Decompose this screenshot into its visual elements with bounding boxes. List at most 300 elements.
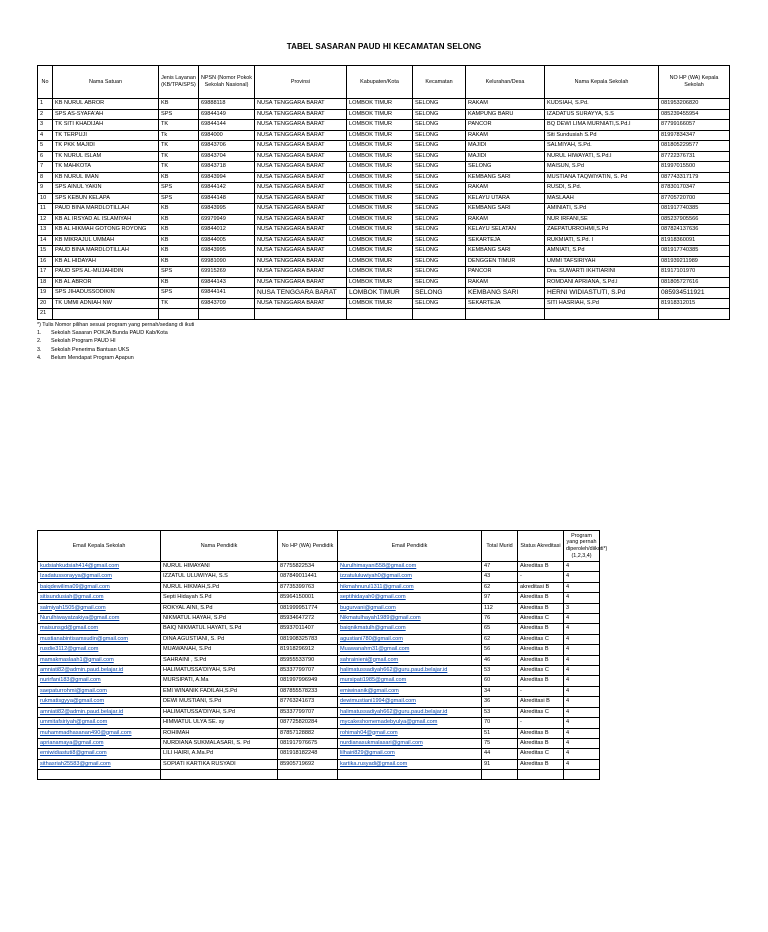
table-cell: 4 xyxy=(564,718,600,728)
email-link[interactable]: Nurulhimayani558@gmail.com xyxy=(338,562,482,572)
table-row xyxy=(38,298,730,309)
table-row xyxy=(38,204,730,215)
table-cell: akreditasi B xyxy=(518,582,564,592)
table-row xyxy=(38,267,730,278)
note-text: Belum Mendapat Program Apapun xyxy=(51,354,134,361)
table-cell: 4 xyxy=(564,562,600,572)
table-cell: PAUD BINA MARDLOTILLAH xyxy=(53,246,159,257)
table-cell: 91 xyxy=(482,759,518,769)
table-cell: SELONG xyxy=(413,246,466,257)
table-cell: 69844012 xyxy=(199,225,255,236)
table-cell: SPS xyxy=(159,288,199,299)
table-cell: 4 xyxy=(564,697,600,707)
table-cell: KEMBANG SARI xyxy=(466,288,545,299)
table-cell: KB NURUL ABROR xyxy=(53,99,159,110)
table-cell: KB xyxy=(159,246,199,257)
email-link[interactable]: rusdie3112@gmail.com xyxy=(38,645,161,655)
table-cell: 087743317179 xyxy=(659,172,730,183)
table-cell: 7 xyxy=(38,162,53,173)
table-cell: 4 xyxy=(564,634,600,644)
table-row xyxy=(38,277,730,288)
table-cell: LOMBOK TIMUR xyxy=(347,193,413,204)
table-cell: 87857128882 xyxy=(278,728,338,738)
table-cell: TK SITI KHADIJAH xyxy=(53,120,159,131)
table-cell: 69979949 xyxy=(199,214,255,225)
table-cell: 2 xyxy=(38,109,53,120)
email-link[interactable]: nurdianasukmalasari@gmail.com xyxy=(338,738,482,748)
email-link[interactable]: mursipati1985@gmail.com xyxy=(338,676,482,686)
table-cell: 8 xyxy=(38,172,53,183)
table-cell: Akreditas B xyxy=(518,676,564,686)
email-link[interactable]: maisunsgd@gmail.com xyxy=(38,624,161,634)
table-cell: 76 xyxy=(482,614,518,624)
table-cell xyxy=(255,309,347,320)
table-cell: SAHRAINI , S.Pd xyxy=(161,655,278,665)
email-link[interactable]: erniwidiastuti8@gmail.com xyxy=(38,749,161,759)
table-cell: 4 xyxy=(564,759,600,769)
table-cell: LOMBOK TIMUR xyxy=(347,225,413,236)
table-cell: SPS xyxy=(159,183,199,194)
table-row xyxy=(38,162,730,173)
note-number: 3. xyxy=(37,346,42,353)
table-cell xyxy=(347,309,413,320)
table-cell: SELONG xyxy=(413,141,466,152)
table-cell: 112 xyxy=(482,603,518,613)
email-link[interactable]: rohimah04@gmail.com xyxy=(338,728,482,738)
table-cell: NURUL HIKMAH,S.Pd xyxy=(161,582,278,592)
table-cell: NURUL HIWAYATI, S.Pd.I xyxy=(545,151,659,162)
table-row xyxy=(38,130,730,141)
column-header: Nama Pendidik xyxy=(161,531,278,562)
table-cell: 69843995 xyxy=(199,204,255,215)
table-row xyxy=(38,120,730,131)
table-cell: SELONG xyxy=(413,109,466,120)
table-row xyxy=(38,676,600,686)
table-cell: 81918296912 xyxy=(278,645,338,655)
table-cell: Siti Sundusiah S.Pd xyxy=(545,130,659,141)
table-cell: 85934647272 xyxy=(278,614,338,624)
table-cell: NUSA TENGGARA BARAT xyxy=(255,151,347,162)
table-cell: 15 xyxy=(38,246,53,257)
table-cell: SELONG xyxy=(413,172,466,183)
table-cell: 087725820284 xyxy=(278,718,338,728)
table-cell xyxy=(38,770,161,780)
table-cell: LOMBOK TIMUR xyxy=(347,256,413,267)
email-link[interactable]: baiqdewilima09@gmail.com xyxy=(38,582,161,592)
table-cell: SELONG xyxy=(413,162,466,173)
note-number: 1. xyxy=(37,330,42,337)
table-cell: TK xyxy=(159,120,199,131)
table-cell: KB xyxy=(159,256,199,267)
table-cell: 62 xyxy=(482,634,518,644)
table-cell: Akreditas B xyxy=(518,759,564,769)
table-cell: SEKARTEJA xyxy=(466,235,545,246)
table-cell: 4 xyxy=(564,738,600,748)
table-cell: NUSA TENGGARA BARAT xyxy=(255,246,347,257)
table-cell: SELONG xyxy=(413,151,466,162)
email-link[interactable]: kudsiahkudsiah414@gmail.com xyxy=(38,562,161,572)
table-cell: Dra. SUWARTI IKHTIARINI xyxy=(545,267,659,278)
table-cell: SELONG xyxy=(413,267,466,278)
table-cell: TK MAHKOTA xyxy=(53,162,159,173)
table-cell: KB AL ABROR xyxy=(53,277,159,288)
table-cell: HIMMATUL ULYA SE. sy xyxy=(161,718,278,728)
table-cell: Akreditas B xyxy=(518,728,564,738)
table-cell: 6984000 xyxy=(199,130,255,141)
table-cell: 69843709 xyxy=(199,298,255,309)
table-cell: 11 xyxy=(38,204,53,215)
table-cell: NIKMATUL HAYAH, S.Pd xyxy=(161,614,278,624)
table-cell: 85937011407 xyxy=(278,624,338,634)
table-cell: NUSA TENGGARA BARAT xyxy=(255,277,347,288)
table-cell: SPS KEBUN KELAPA xyxy=(53,193,159,204)
table-cell: MURSIPATI, A.Ma xyxy=(161,676,278,686)
table-cell: 081999951774 xyxy=(278,603,338,613)
table-cell: KEMBANG SARI xyxy=(466,246,545,257)
table-row xyxy=(38,309,730,320)
email-link[interactable]: amniati82@admin.paud.belajar.id xyxy=(38,707,161,717)
table-row xyxy=(38,603,600,613)
table-cell: NUSA TENGGARA BARAT xyxy=(255,225,347,236)
table-cell xyxy=(278,770,338,780)
email-link[interactable]: sitisundusiah@gmail.com xyxy=(38,593,161,603)
email-link[interactable]: Muawanahm31@gmail.com xyxy=(338,645,482,655)
target-schools-table xyxy=(37,65,730,320)
table-cell: 10 xyxy=(38,193,53,204)
table-cell: 085237905566 xyxy=(659,214,730,225)
table-cell: EMI WINANIK FADILAH,S.Pd xyxy=(161,686,278,696)
table-cell: 69843718 xyxy=(199,162,255,173)
table-cell xyxy=(518,770,564,780)
table-cell: 081917740385 xyxy=(659,246,730,257)
email-link[interactable]: septihidayah0@gmail.com xyxy=(338,593,482,603)
table-cell: NUSA TENGGARA BARAT xyxy=(255,120,347,131)
table-cell: MAJIDI xyxy=(466,151,545,162)
table-cell: MAJIDI xyxy=(466,141,545,152)
table-cell: 085239455954 xyxy=(659,109,730,120)
table-cell: LOMBOK TIMUR xyxy=(347,246,413,257)
table-cell: HALIMATUSSA'DIYAH, S.Pd xyxy=(161,707,278,717)
table-row xyxy=(38,666,600,676)
column-header: Nama Kepala Sekolah xyxy=(545,66,659,99)
table-cell: TK xyxy=(159,298,199,309)
table-cell: Akreditas C xyxy=(518,634,564,644)
table-cell: MUAWANAH, S.Pd xyxy=(161,645,278,655)
table-cell: SELONG xyxy=(413,120,466,131)
table-cell xyxy=(338,770,482,780)
table-cell: 87722376731 xyxy=(659,151,730,162)
column-header: Total Murid xyxy=(482,531,518,562)
table-row xyxy=(38,141,730,152)
email-link[interactable]: halimatussadiyah662@guru.paud.belajar.id xyxy=(338,707,482,717)
email-link[interactable]: izzatululuwiyah0@gmail.com xyxy=(338,572,482,582)
table-header-row xyxy=(38,66,730,99)
table-cell: 4 xyxy=(564,582,600,592)
table-cell: SPS JIHADUSSODIKIN xyxy=(53,288,159,299)
table-cell: KB AL HIKMAH GOTONG ROYONG xyxy=(53,225,159,236)
table-cell: 81917101970 xyxy=(659,267,730,278)
table-cell: Akreditas B xyxy=(518,624,564,634)
table-cell: LOMBOK TIMUR xyxy=(347,172,413,183)
table-cell: KB AL HIDAYAH xyxy=(53,256,159,267)
table-cell: SPS xyxy=(159,193,199,204)
table-cell: LOMBOK TIMUR xyxy=(347,277,413,288)
column-header: Jenis Layanan (KB/TPA/SPS) xyxy=(159,66,199,99)
table-cell: 69844149 xyxy=(199,109,255,120)
table-cell: 81918360091 xyxy=(659,235,730,246)
table-cell: SELONG xyxy=(413,214,466,225)
table-cell: TK xyxy=(159,162,199,173)
table-cell: KB xyxy=(159,214,199,225)
email-link[interactable]: Nikmatulhayah1989@gmail.com xyxy=(338,614,482,624)
table-cell: KEMBANG SARI xyxy=(466,204,545,215)
email-link[interactable]: sahrainieni@gmail.com xyxy=(338,655,482,665)
column-header: Kabupaten/Kota xyxy=(347,66,413,99)
table-row xyxy=(38,697,600,707)
table-row xyxy=(38,582,600,592)
table-cell: 62 xyxy=(482,582,518,592)
email-link[interactable]: bugurvani@gmail.com xyxy=(338,603,482,613)
table-cell: KELAYU SELATAN xyxy=(466,225,545,236)
table-cell: SELONG xyxy=(413,235,466,246)
table-cell: SELONG xyxy=(413,130,466,141)
table-cell: SELONG xyxy=(413,256,466,267)
table-cell: 87763241673 xyxy=(278,697,338,707)
email-link[interactable]: nurirfani183@gmail.com xyxy=(38,676,161,686)
table-cell: 87799166057 xyxy=(659,120,730,131)
table-cell: 17 xyxy=(38,267,53,278)
table-cell: 56 xyxy=(482,645,518,655)
email-link[interactable]: amniati82@admin.paud.belajar.id xyxy=(38,666,161,676)
table-cell: 43 xyxy=(482,572,518,582)
table-cell: Akreditas B xyxy=(518,738,564,748)
table-cell: 65 xyxy=(482,624,518,634)
table-cell: SALMIYAH, S.Pd. xyxy=(545,141,659,152)
email-link[interactable]: baiqnikmatulh@gmail.com xyxy=(338,624,482,634)
table-cell: ROKYAL AINI, S.Pd xyxy=(161,603,278,613)
table-cell: 47 xyxy=(482,562,518,572)
table-cell: 53 xyxy=(482,707,518,717)
table-cell: SELONG xyxy=(413,204,466,215)
table-cell: 85964150001 xyxy=(278,593,338,603)
note-text: Sekolah Penerima Bantuan UKS xyxy=(51,346,130,353)
table-cell: 53 xyxy=(482,666,518,676)
table-cell: ROMDANI APRIANA, S.Pd.I xyxy=(545,277,659,288)
table-cell: KB xyxy=(159,172,199,183)
table-cell: Akreditas B xyxy=(518,655,564,665)
table-cell: 14 xyxy=(38,235,53,246)
table-cell: 5 xyxy=(38,141,53,152)
table-cell: 69915269 xyxy=(199,267,255,278)
email-link[interactable]: Nurulhiwayatzakiya@gmail.com xyxy=(38,614,161,624)
column-header: Email Pendidik xyxy=(338,531,482,562)
table-cell: LOMBOK TIMUR xyxy=(347,288,413,299)
table-row xyxy=(38,562,600,572)
table-cell: Akreditas C xyxy=(518,614,564,624)
table-cell: NUSA TENGGARA BARAT xyxy=(255,267,347,278)
column-header: Nama Satuan xyxy=(53,66,159,99)
note-text: Sekolah Program PAUD HI xyxy=(51,338,116,345)
table-cell: DENGGEN TIMUR xyxy=(466,256,545,267)
table-cell: 081805727616 xyxy=(659,277,730,288)
table-cell xyxy=(53,309,159,320)
table-cell: SELONG xyxy=(413,225,466,236)
table-cell: SPS AS-SYAFA'AH xyxy=(53,109,159,120)
email-link[interactable]: mamakmaslaah1@gmail.com xyxy=(38,655,161,665)
table-cell: 87830170347 xyxy=(659,183,730,194)
column-header: Kelurahan/Desa xyxy=(466,66,545,99)
table-row xyxy=(38,109,730,120)
table-cell: SEKARTEJA xyxy=(466,298,545,309)
table-row xyxy=(38,151,730,162)
table-row xyxy=(38,749,600,759)
table-cell: 081917976675 xyxy=(278,738,338,748)
column-header: NPSN (Nomor Pokok Sekolah Nasional) xyxy=(199,66,255,99)
table-cell: MASLAAH xyxy=(545,193,659,204)
email-link[interactable]: rukmatisgyya@gmail.com xyxy=(38,697,161,707)
table-cell: 87735399763 xyxy=(278,582,338,592)
table-cell: LILI HAIRI, A.Ma.Pd xyxy=(161,749,278,759)
table-cell: 20 xyxy=(38,298,53,309)
table-cell: 3 xyxy=(564,603,600,613)
table-cell: SELONG xyxy=(413,298,466,309)
table-cell: KB AL IRSYAD AL ISLAMIYAH xyxy=(53,214,159,225)
email-link[interactable]: mustianabintisamsudin@gmail.com xyxy=(38,634,161,644)
table-cell: SITI HASRIAH, S.Pd xyxy=(545,298,659,309)
table-cell: LOMBOK TIMUR xyxy=(347,267,413,278)
column-header: Program yang pernah diperoleh/diikuti*) (1,2,3,4) xyxy=(564,531,600,562)
table-cell: LOMBOK TIMUR xyxy=(347,214,413,225)
table-row xyxy=(38,225,730,236)
table-row xyxy=(38,728,600,738)
table-row xyxy=(38,572,600,582)
table-cell: 81997015500 xyxy=(659,162,730,173)
table-cell: 69844005 xyxy=(199,235,255,246)
table-cell: SPS xyxy=(159,267,199,278)
column-header: No xyxy=(38,66,53,99)
table-cell: 081805229577 xyxy=(659,141,730,152)
table-cell: Akreditas C xyxy=(518,749,564,759)
table-cell: - xyxy=(518,572,564,582)
table-cell: DINA AGUSTIANI, S. Pd xyxy=(161,634,278,644)
table-cell: 9 xyxy=(38,183,53,194)
note-text: Sekolah Sasaran POKJA Bunda PAUD Kab/Kota xyxy=(51,330,168,337)
table-cell: 69981090 xyxy=(199,256,255,267)
table-cell: 70 xyxy=(482,718,518,728)
email-link[interactable]: mycakeshomemadebyulya@gmail.com xyxy=(338,718,482,728)
table-cell: RAKAM xyxy=(466,99,545,110)
email-link[interactable]: kartika.rusyadi@gmail.com xyxy=(338,759,482,769)
table-cell: Akreditas B xyxy=(518,645,564,655)
table-cell: TK TERPUJI xyxy=(53,130,159,141)
table-cell: 4 xyxy=(564,624,600,634)
table-cell: PAUD BINA MARDLOTILLAH xyxy=(53,204,159,215)
table-cell xyxy=(659,309,730,320)
email-link[interactable]: salmiyah1505@gmail.com xyxy=(38,603,161,613)
table-cell: RAKAM xyxy=(466,130,545,141)
table-cell xyxy=(482,770,518,780)
email-link[interactable]: aprianamaya@gmail.com xyxy=(38,738,161,748)
table-cell: 3 xyxy=(38,120,53,131)
column-header: Email Kepala Sekolah xyxy=(38,531,161,562)
table-cell: 34 xyxy=(482,686,518,696)
table-cell: LOMBOK TIMUR xyxy=(347,298,413,309)
table-row xyxy=(38,645,600,655)
table-cell: 4 xyxy=(564,686,600,696)
table-cell: 60 xyxy=(482,676,518,686)
table-cell: 85337799707 xyxy=(278,666,338,676)
column-header: Status Akreditasi xyxy=(518,531,564,562)
table-cell: 4 xyxy=(564,749,600,759)
table-cell: SELONG xyxy=(466,162,545,173)
table-cell: NUSA TENGGARA BARAT xyxy=(255,109,347,120)
table-cell: UMMI TAFSIRIYAH xyxy=(545,256,659,267)
table-row xyxy=(38,99,730,110)
table-row xyxy=(38,686,600,696)
table-row xyxy=(38,624,600,634)
table-cell: 081918182248 xyxy=(278,749,338,759)
table-cell: LOMBOK TIMUR xyxy=(347,162,413,173)
table-cell: - xyxy=(518,718,564,728)
email-link[interactable]: Izadatussorayya@gmail.com xyxy=(38,572,161,582)
table-cell: BAIQ NIKMATUL HAYATI, S.Pd xyxy=(161,624,278,634)
table-cell: NURUL HIMAYANI xyxy=(161,562,278,572)
email-link[interactable]: ummitafsiriyah@gmail.com xyxy=(38,718,161,728)
table-cell: ZAEPATURROHMI,S.Pd xyxy=(545,225,659,236)
email-link[interactable]: lilhairi829@gmail.com xyxy=(338,749,482,759)
table-cell: AMINIATI, S.Pd xyxy=(545,204,659,215)
table-cell: KAMPUNG BARU xyxy=(466,109,545,120)
email-link[interactable]: hikmahnurul1311@gmail.com xyxy=(338,582,482,592)
email-link[interactable]: dewimustiani1994@gmail.com xyxy=(338,697,482,707)
table-cell: TK NURUL ISLAM xyxy=(53,151,159,162)
email-link[interactable]: halimatussadiyah662@guru.paud.belajar.id xyxy=(338,666,482,676)
table-cell: 081908325783 xyxy=(278,634,338,644)
page-title: TABEL SASARAN PAUD HI KECAMATAN SELONG xyxy=(286,42,482,51)
email-link[interactable]: muhammadhasanan490@gmail.com xyxy=(38,728,161,738)
table-cell: 69844143 xyxy=(199,277,255,288)
email-link[interactable]: sithasriah25583@gmail.com xyxy=(38,759,161,769)
table-cell: 44 xyxy=(482,749,518,759)
table-cell: 1 xyxy=(38,99,53,110)
table-cell: 85337799707 xyxy=(278,707,338,717)
table-cell: TK xyxy=(159,141,199,152)
email-link[interactable]: agustiani780@gmail.com xyxy=(338,634,482,644)
table-cell: PANCOR xyxy=(466,120,545,131)
table-cell: 18 xyxy=(38,277,53,288)
table-cell: 69888118 xyxy=(199,99,255,110)
table-cell: 81997834347 xyxy=(659,130,730,141)
table-cell: KB NURUL IMAN xyxy=(53,172,159,183)
table-cell: Septi Hidayah S.Pd xyxy=(161,593,278,603)
table-cell: LOMBOK TIMUR xyxy=(347,151,413,162)
table-cell: 51 xyxy=(482,728,518,738)
table-cell: 4 xyxy=(564,666,600,676)
email-link[interactable]: saepaturrohmi@gmail.com xyxy=(38,686,161,696)
table-cell: NUSA TENGGARA BARAT xyxy=(255,235,347,246)
table-cell: RAKAM xyxy=(466,183,545,194)
table-cell: PAUD SPS AL-MUJAHIDIN xyxy=(53,267,159,278)
email-link[interactable]: emiwinanik@gmail.com xyxy=(338,686,482,696)
table-cell: LOMBOK TIMUR xyxy=(347,130,413,141)
table-row xyxy=(38,214,730,225)
table-cell: 97 xyxy=(482,593,518,603)
table-cell: Tk xyxy=(159,130,199,141)
table-cell: KUDSIAH, S.Pd. xyxy=(545,99,659,110)
note-item xyxy=(37,329,194,337)
table-cell: KELAYU UTARA xyxy=(466,193,545,204)
table-cell: NUSA TENGGARA BARAT xyxy=(255,193,347,204)
